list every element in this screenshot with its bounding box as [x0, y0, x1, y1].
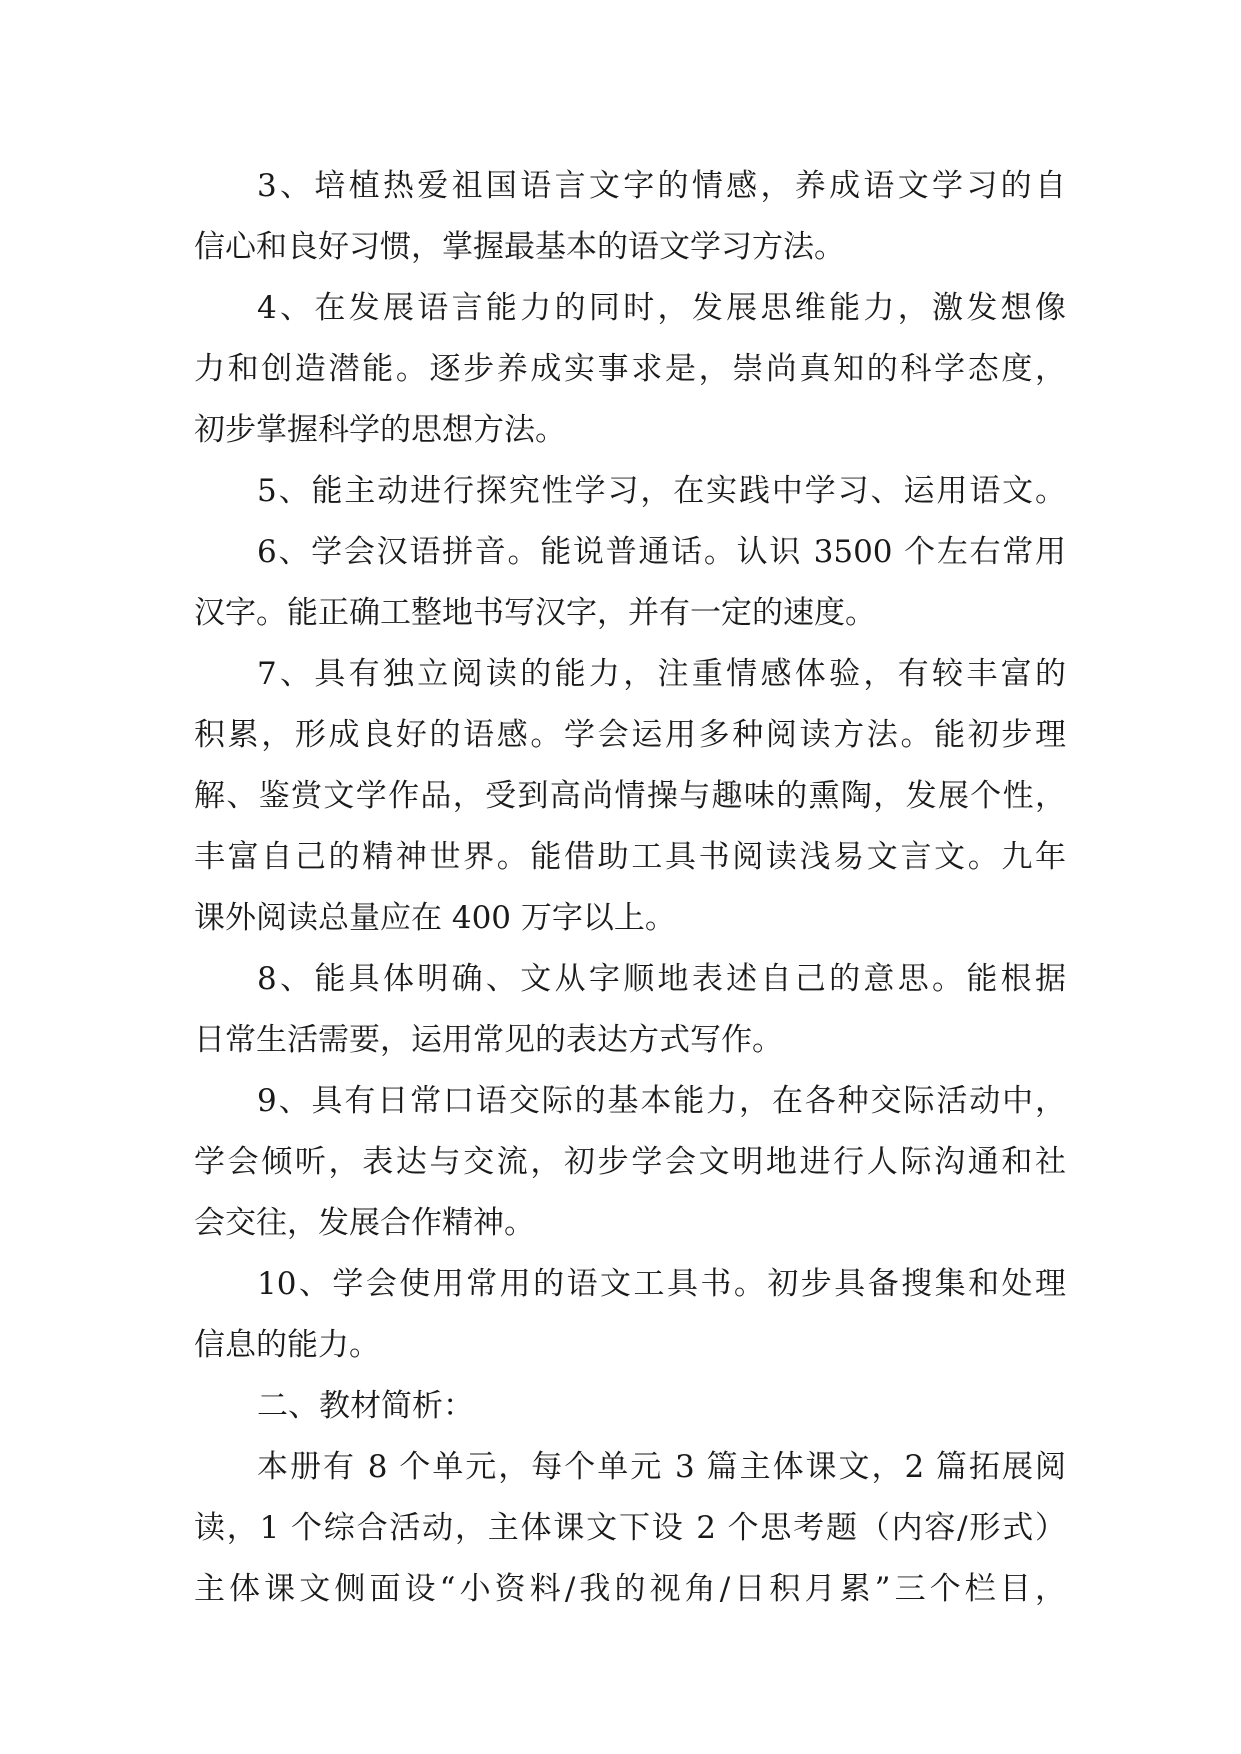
paragraph-line: 主体课文侧面设“小资料/我的视角/日积月累”三个栏目， [194, 1571, 1066, 1607]
paragraph-line: 力和创造潜能。逐步养成实事求是，崇尚真知的科学态度， [194, 351, 1066, 387]
paragraph-line: 3、培植热爱祖国语言文字的情感，养成语文学习的自 [257, 168, 1066, 204]
body-text [194, 156, 1066, 1620]
paragraph-line: 7、具有独立阅读的能力，注重情感体验，有较丰富的 [257, 656, 1066, 692]
paragraph-line: 丰富自己的精神世界。能借助工具书阅读浅易文言文。九年 [194, 839, 1066, 875]
paragraph-line: 会交往，发展合作精神。 [194, 1205, 535, 1241]
paragraph-line: 课外阅读总量应在 400 万字以上。 [194, 900, 676, 936]
paragraph-line: 6、学会汉语拼音。能说普通话。认识 3500 个左右常用 [257, 534, 1066, 570]
paragraph-line: 学会倾听，表达与交流，初步学会文明地进行人际沟通和社 [194, 1144, 1066, 1180]
paragraph-line: 信心和良好习惯，掌握最基本的语文学习方法。 [194, 229, 845, 265]
paragraph-line: 4、在发展语言能力的同时，发展思维能力，激发想像 [257, 290, 1066, 326]
paragraph-line: 日常生活需要，运用常见的表达方式写作。 [194, 1022, 783, 1058]
paragraph-line: 8、能具体明确、文从字顺地表述自己的意思。能根据 [257, 961, 1066, 997]
paragraph-line: 10、学会使用常用的语文工具书。初步具备搜集和处理 [257, 1266, 1066, 1302]
section-heading: 二、教材简析： [257, 1388, 474, 1424]
paragraph-line: 信息的能力。 [194, 1327, 380, 1363]
paragraph-line: 9、具有日常口语交际的基本能力，在各种交际活动中， [257, 1083, 1066, 1119]
paragraph-line: 积累，形成良好的语感。学会运用多种阅读方法。能初步理 [194, 717, 1066, 753]
paragraph-line: 5、能主动进行探究性学习，在实践中学习、运用语文。 [257, 473, 1066, 509]
paragraph-line: 读，1 个综合活动，主体课文下设 2 个思考题（内容/形式） [194, 1510, 1066, 1546]
paragraph-line: 本册有 8 个单元，每个单元 3 篇主体课文，2 篇拓展阅 [257, 1449, 1066, 1485]
paragraph-line: 解、鉴赏文学作品，受到高尚情操与趣味的熏陶，发展个性， [194, 778, 1066, 814]
paragraph-line: 初步掌握科学的思想方法。 [194, 412, 566, 448]
paragraph-line: 汉字。能正确工整地书写汉字，并有一定的速度。 [194, 595, 876, 631]
